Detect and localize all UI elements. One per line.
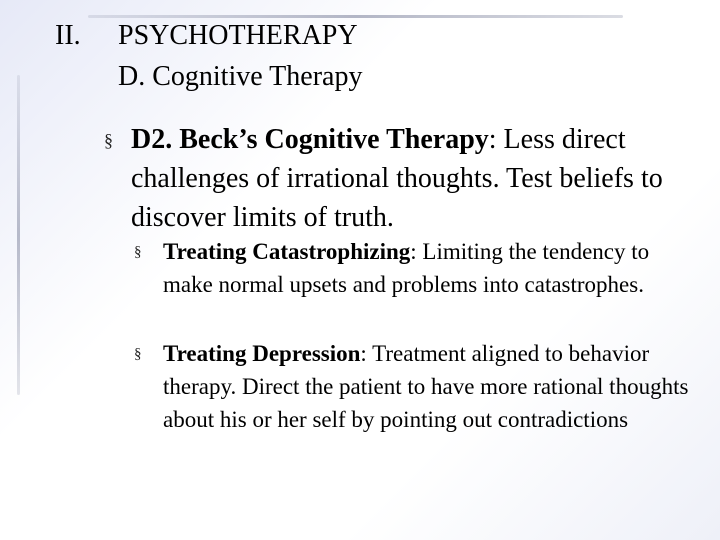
sub-bullet-body: : Treatment aligned to behavior therapy. Direct the patient to have more rational thoughts about his or her self by pointing out contradictions — [163, 341, 689, 432]
sub-bullet-catastrophizing — [134, 235, 694, 301]
left-decorative-rule — [17, 75, 20, 395]
main-bullet-text — [131, 120, 714, 237]
main-bullet-body: : Less direct challenges of irrational thoughts. Test beliefs to discover limits of truth. — [131, 124, 663, 233]
main-bullet — [104, 120, 714, 237]
sub-bullet-text — [163, 337, 694, 436]
sub-bullet-text — [163, 235, 694, 301]
sub-bullet-depression — [134, 337, 694, 436]
section-title: PSYCHOTHERAPY — [118, 20, 358, 51]
bullet-marker-icon: § — [134, 346, 142, 362]
sub-bullet-label: Treating Depression — [163, 341, 361, 366]
main-bullet-label: D2. Beck’s Cognitive Therapy — [131, 124, 489, 155]
section-numeral: II. — [55, 20, 81, 51]
section-subtitle: D. Cognitive Therapy — [118, 61, 363, 92]
bullet-marker-icon: § — [134, 244, 142, 260]
sub-bullet-body: : Limiting the tendency to make normal upsets and problems into catastrophes. — [163, 239, 650, 297]
bullet-marker-icon: § — [104, 130, 113, 150]
sub-bullet-label: Treating Catastrophizing — [163, 239, 411, 264]
